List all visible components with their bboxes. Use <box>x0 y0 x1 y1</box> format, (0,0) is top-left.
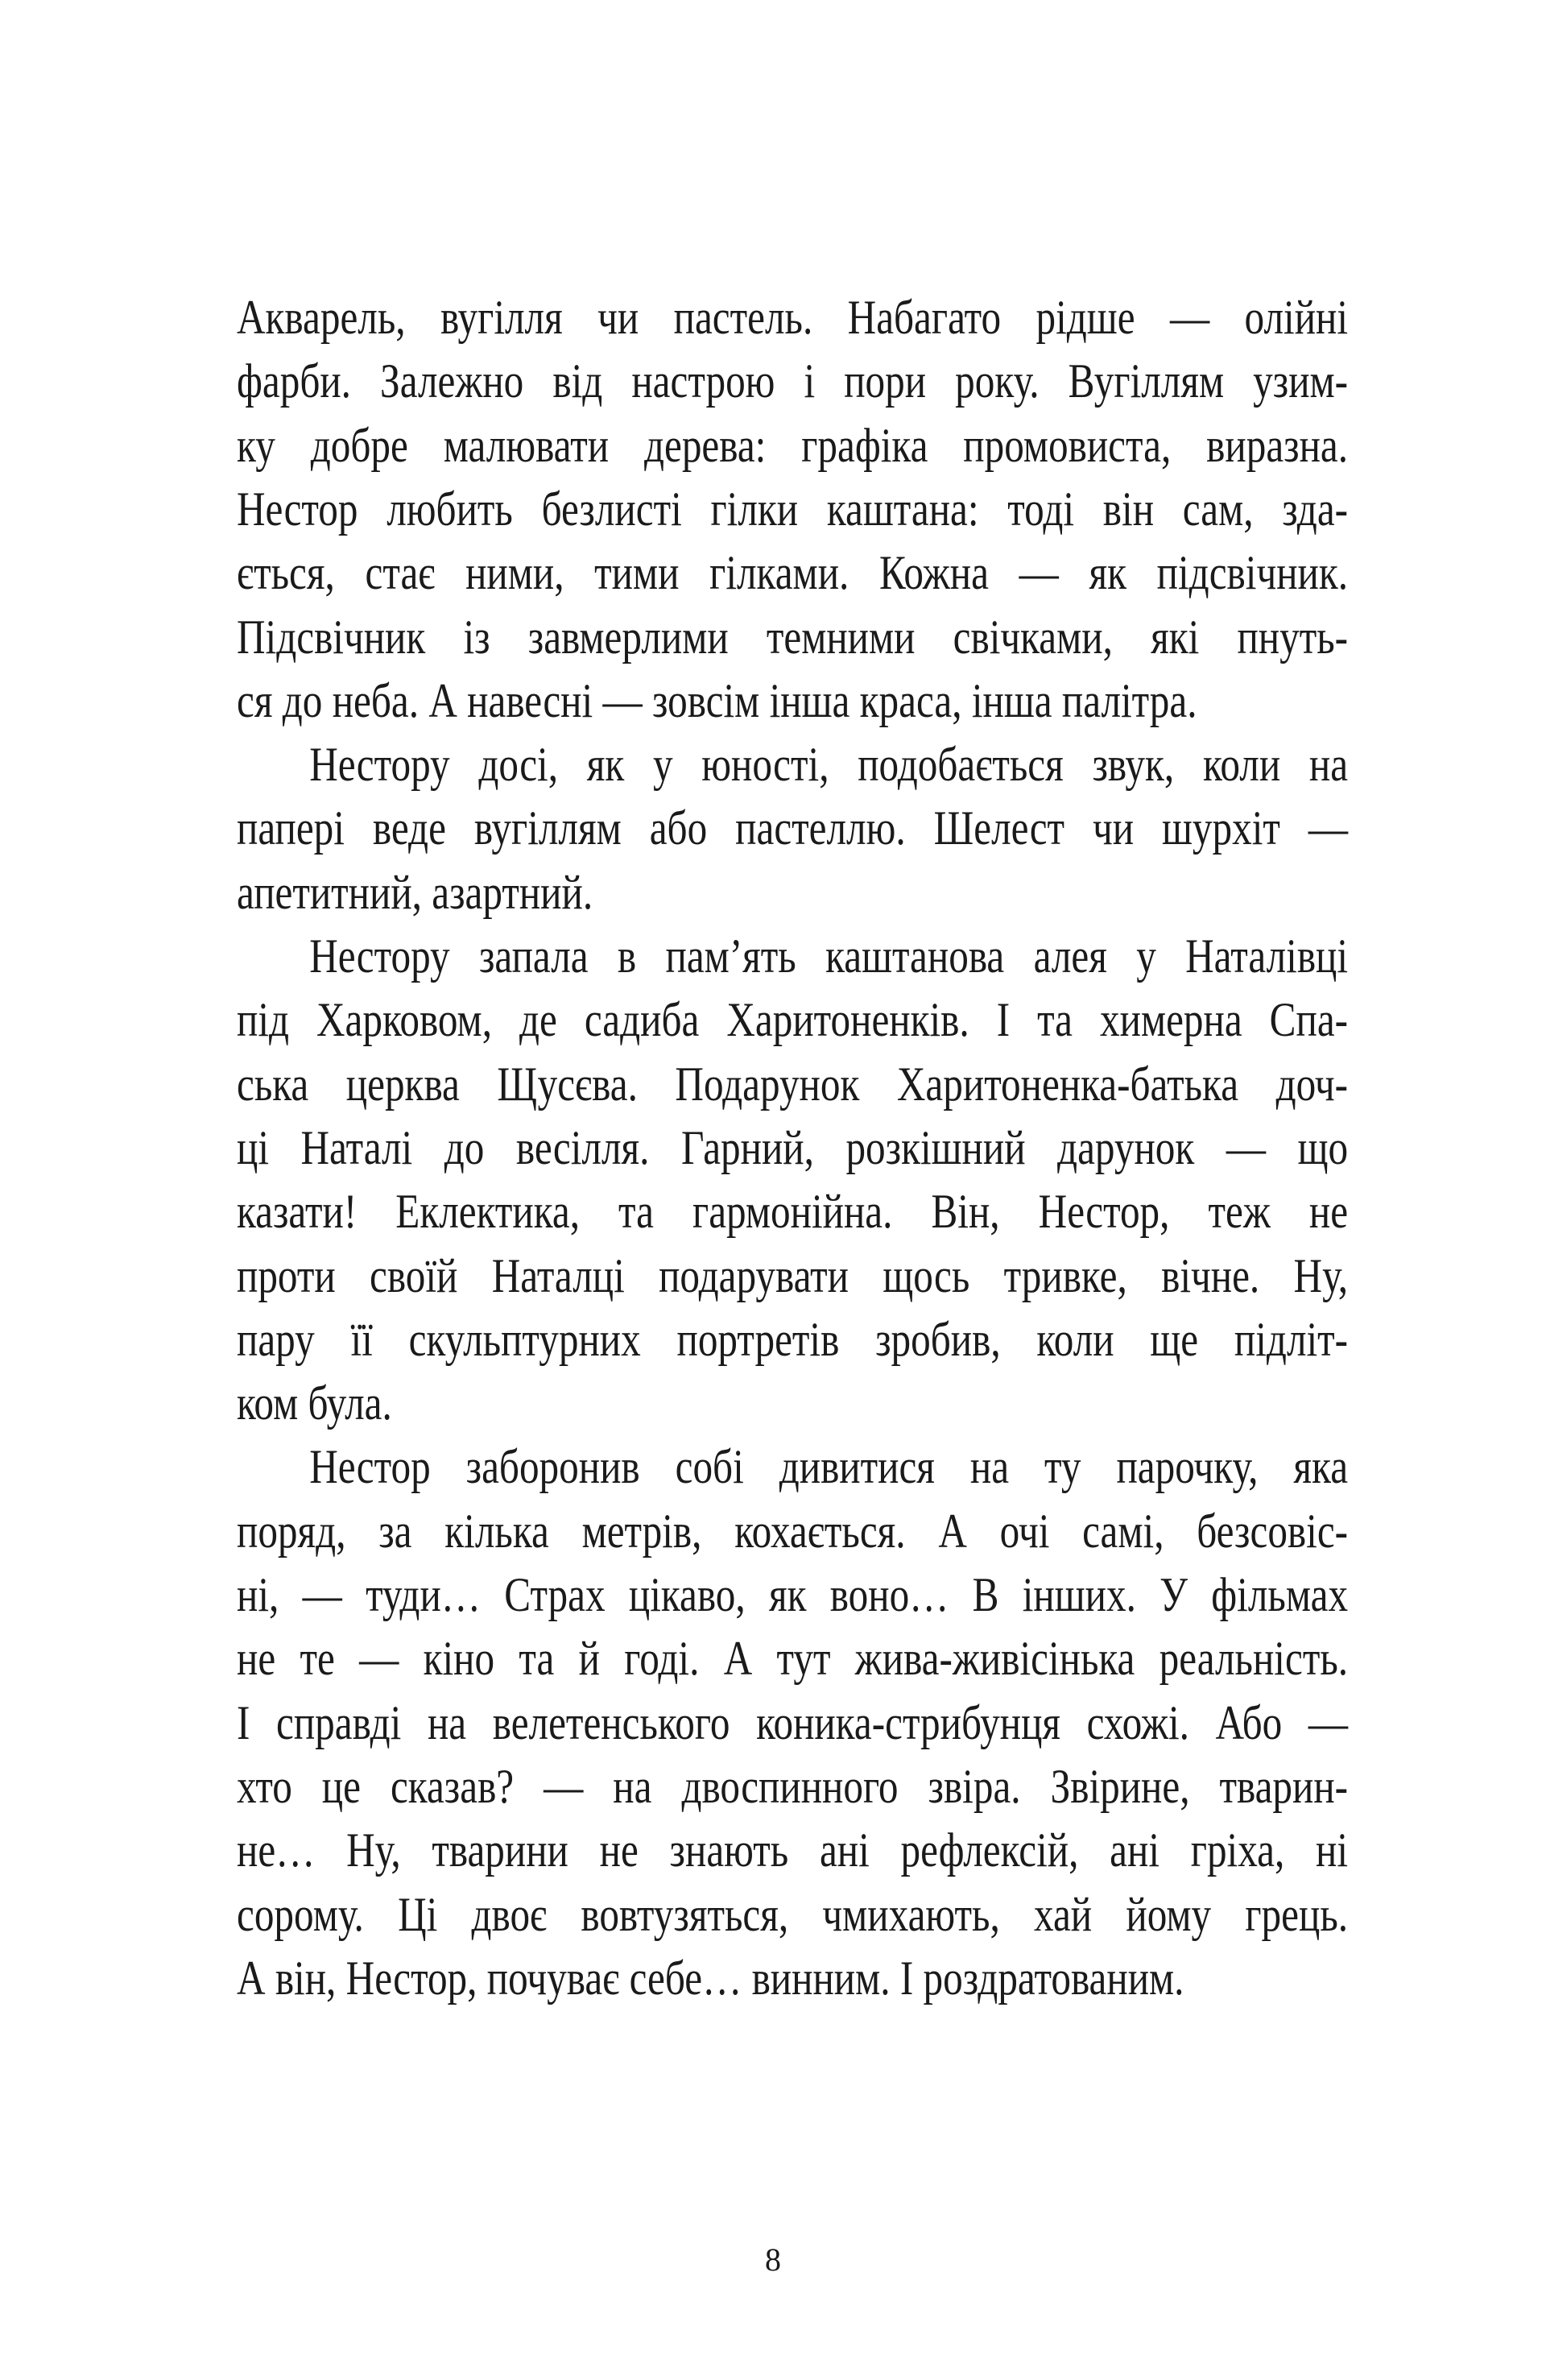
text-line: Нестору досі, як у юності, подобається звук, коли на <box>309 738 1349 792</box>
page-body <box>237 0 1348 2380</box>
text-line: Нестор любить безлисті гілки каштана: тоді він сам, зда- <box>237 482 1349 536</box>
text-line: фарби. Залежно від настрою і пори року. Вугіллям узим- <box>237 354 1349 408</box>
text-line: ська церква Щусєва. Подарунок Харитоненка-батька доч- <box>237 1057 1349 1111</box>
text-line: ці Наталі до весілля. Гарний, розкішний дарунок — що <box>237 1120 1349 1174</box>
text-line: під Харковом, де садиба Харитоненків. І та химерна Спа- <box>237 993 1349 1047</box>
text-line: Акварель, вугілля чи пастель. Набагато рідше — олійні <box>237 291 1349 344</box>
text-line: Нестору запала в пам’ять каштанова алея у Наталівці <box>309 929 1349 983</box>
text-line: не те — кіно та й годі. А тут жива-живісінька реальність. <box>237 1632 1349 1686</box>
text-line: Нестор заборонив собі дивитися на ту парочку, яка <box>309 1440 1349 1494</box>
text-line: ку добре малювати дерева: графіка промовиста, виразна. <box>237 418 1349 472</box>
text-line: ється, стає ними, тими гілками. Кожна — як підсвічник. <box>237 546 1349 600</box>
text-line: А він, Нестор, почуває себе… винним. І роздратованим. <box>237 1951 1184 2005</box>
text-line: казати! Еклектика, та гармонійна. Він, Нестор, теж не <box>237 1185 1349 1239</box>
text-line: пару її скульптурних портретів зробив, коли ще підліт- <box>237 1312 1349 1366</box>
text-line: ся до неба. А навесні — зовсім інша краса, інша палітра. <box>237 673 1197 727</box>
text-line: проти своїй Наталці подарувати щось тривке, вічне. Ну, <box>237 1248 1349 1302</box>
text-line: апетитний, азартний. <box>237 865 593 919</box>
text-line: ком була. <box>237 1376 392 1430</box>
text-line: І справді на велетенського коника-стрибунця схожі. Або — <box>237 1695 1349 1749</box>
page-number: 8 <box>765 2241 781 2278</box>
text-line: ні, — туди… Страх цікаво, як воно… В інших. У фільмах <box>237 1568 1349 1621</box>
text-line: Підсвічник із завмерлими темними свічками, які пнуть- <box>237 610 1349 664</box>
text-line: сорому. Ці двоє вовтузяться, чмихають, хай йому грець. <box>237 1887 1349 1941</box>
text-line: поряд, за кілька метрів, кохається. А очі самі, безсовіс- <box>237 1504 1349 1558</box>
text-line: не… Ну, тварини не знають ані рефлексій, ані гріха, ні <box>237 1823 1349 1877</box>
text-line: хто це сказав? — на двоспинного звіра. Звірине, тварин- <box>237 1759 1349 1813</box>
text-line: папері веде вугіллям або пастеллю. Шелест чи шурхіт — <box>237 801 1349 855</box>
